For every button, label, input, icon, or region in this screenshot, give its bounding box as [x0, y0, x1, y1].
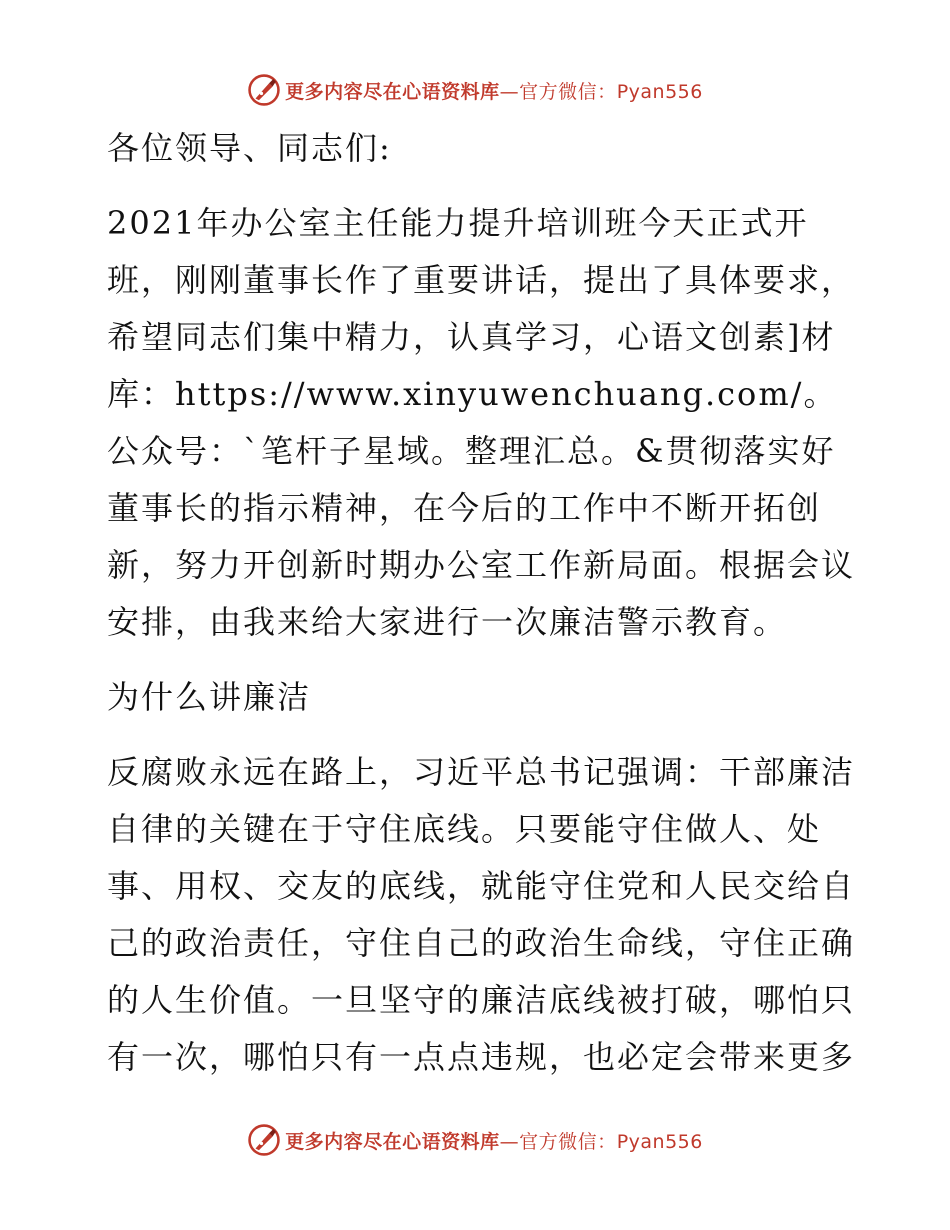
wechat-id: Pyan556	[616, 80, 703, 103]
pen-nib-logo-icon	[247, 73, 281, 107]
footer-watermark-banner	[0, 1120, 950, 1160]
section-heading: 为什么讲廉洁	[107, 678, 312, 716]
header-watermark-banner	[0, 70, 950, 110]
paragraph-integrity: 反腐败永远在路上，习近平总书记强调：干部廉洁自律的关键在于守住底线。只要能守住做人、处事、用权、交友的底线，就能守住党和人民交给自己的政治责任，守住自己的政治生命线，守住正确的人生价值。一旦坚守的廉洁底线被打破，哪怕只有一次，哪怕只有一点点违规，也必定会带来更多	[107, 753, 856, 1076]
wechat-label: 官方微信：	[519, 80, 617, 103]
wechat-label: 官方微信：	[519, 1130, 617, 1153]
pen-nib-logo-icon	[247, 1123, 281, 1157]
paragraph-opening: 2021年办公室主任能力提升培训班今天正式开班，刚刚董事长作了重要讲话，提出了具体要求，希望同志们集中精力，认真学习，心语文创素]材库：https://www.xinyuwenchuang.com/。公众号：`笔杆子星域。整理汇总。&贯彻落实好董事长的指示精神，在今后的工作中不断开拓创新，努力开创新时期办公室工作新局面。根据会议安排，由我来给大家进行一次廉洁警示教育。	[107, 204, 856, 641]
greeting: 各位领导、同志们:	[107, 129, 392, 167]
watermark-title: 更多内容尽在心语资料库	[285, 1130, 500, 1153]
watermark-title: 更多内容尽在心语资料库	[285, 80, 500, 103]
wechat-id: Pyan556	[616, 1130, 703, 1153]
watermark-separator: —	[499, 1130, 520, 1153]
document-body	[97, 120, 857, 1086]
watermark-separator: —	[499, 80, 520, 103]
watermark-text	[285, 77, 703, 104]
watermark-text	[285, 1127, 703, 1154]
